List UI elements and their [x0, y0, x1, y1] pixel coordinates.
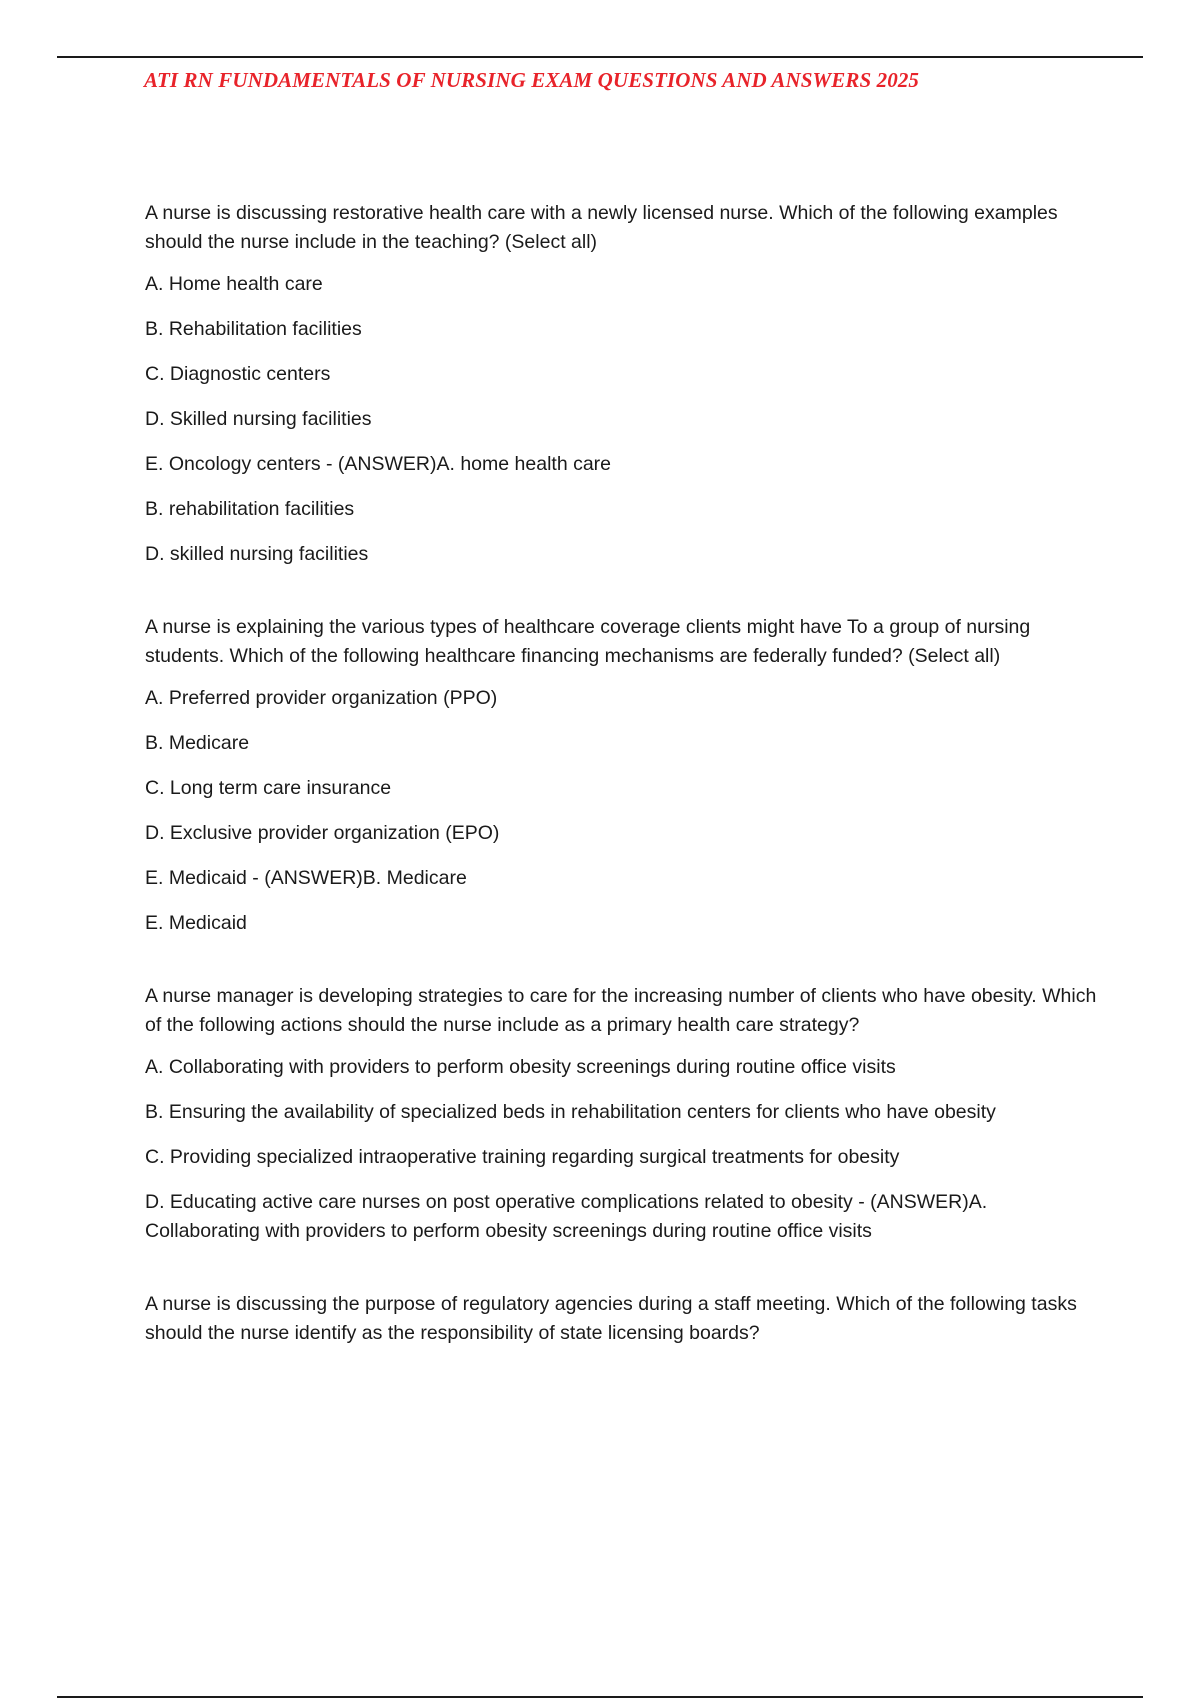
option-line: B. Ensuring the availability of specialized beds in rehabilitation centers for clients who have obesity: [145, 1101, 996, 1123]
question-block: [145, 613, 1105, 938]
option-line: C. Long term care insurance: [145, 777, 392, 799]
question-text: A nurse is discussing the purpose of regulatory agencies during a staff meeting. Which of the following tasks should the nurse identify as the responsibility of state licensing boards?: [145, 1293, 1077, 1344]
question-block: [145, 199, 1105, 569]
question-text: A nurse is explaining the various types of healthcare coverage clients might have To a group of nursing students. Which of the following healthcare financing mechanisms are federally funded? (Select all): [145, 616, 1031, 667]
footer-rule: [57, 1696, 1143, 1698]
document-body: [145, 199, 1105, 1392]
question-text: A nurse is discussing restorative health care with a newly licensed nurse. Which of the following examples should the nurse include in the teaching? (Select all): [145, 202, 1058, 253]
option-line: D. Skilled nursing facilities: [145, 408, 372, 430]
answer-line: B. rehabilitation facilities: [145, 498, 355, 520]
question-block: [145, 1290, 1105, 1348]
option-line: B. Medicare: [145, 732, 250, 754]
answer-line: D. skilled nursing facilities: [145, 543, 369, 565]
option-line: E. Medicaid - (ANSWER)B. Medicare: [145, 867, 467, 889]
option-line: A. Collaborating with providers to perform obesity screenings during routine office visits: [145, 1056, 896, 1078]
option-line: D. Exclusive provider organization (EPO): [145, 822, 500, 844]
option-line: D. Educating active care nurses on post operative complications related to obesity - (ANSWER)A. Collaborating with providers to perform obesity screenings during routine office visits: [145, 1191, 988, 1242]
option-line: C. Diagnostic centers: [145, 363, 331, 385]
document-title: ATI RN FUNDAMENTALS OF NURSING EXAM QUESTIONS AND ANSWERS 2025: [144, 68, 920, 92]
option-line: A. Preferred provider organization (PPO): [145, 687, 498, 709]
option-line: A. Home health care: [145, 273, 323, 295]
answer-line: E. Medicaid: [145, 912, 247, 934]
question-text: A nurse manager is developing strategies to care for the increasing number of clients who have obesity. Which of the following actions should the nurse include as a primary health care strategy?: [145, 985, 1097, 1036]
question-block: [145, 982, 1105, 1246]
option-line: B. Rehabilitation facilities: [145, 318, 362, 340]
option-line: E. Oncology centers - (ANSWER)A. home health care: [145, 453, 612, 475]
option-line: C. Providing specialized intraoperative training regarding surgical treatments for obesity: [145, 1146, 900, 1168]
header-rule: [57, 56, 1143, 58]
